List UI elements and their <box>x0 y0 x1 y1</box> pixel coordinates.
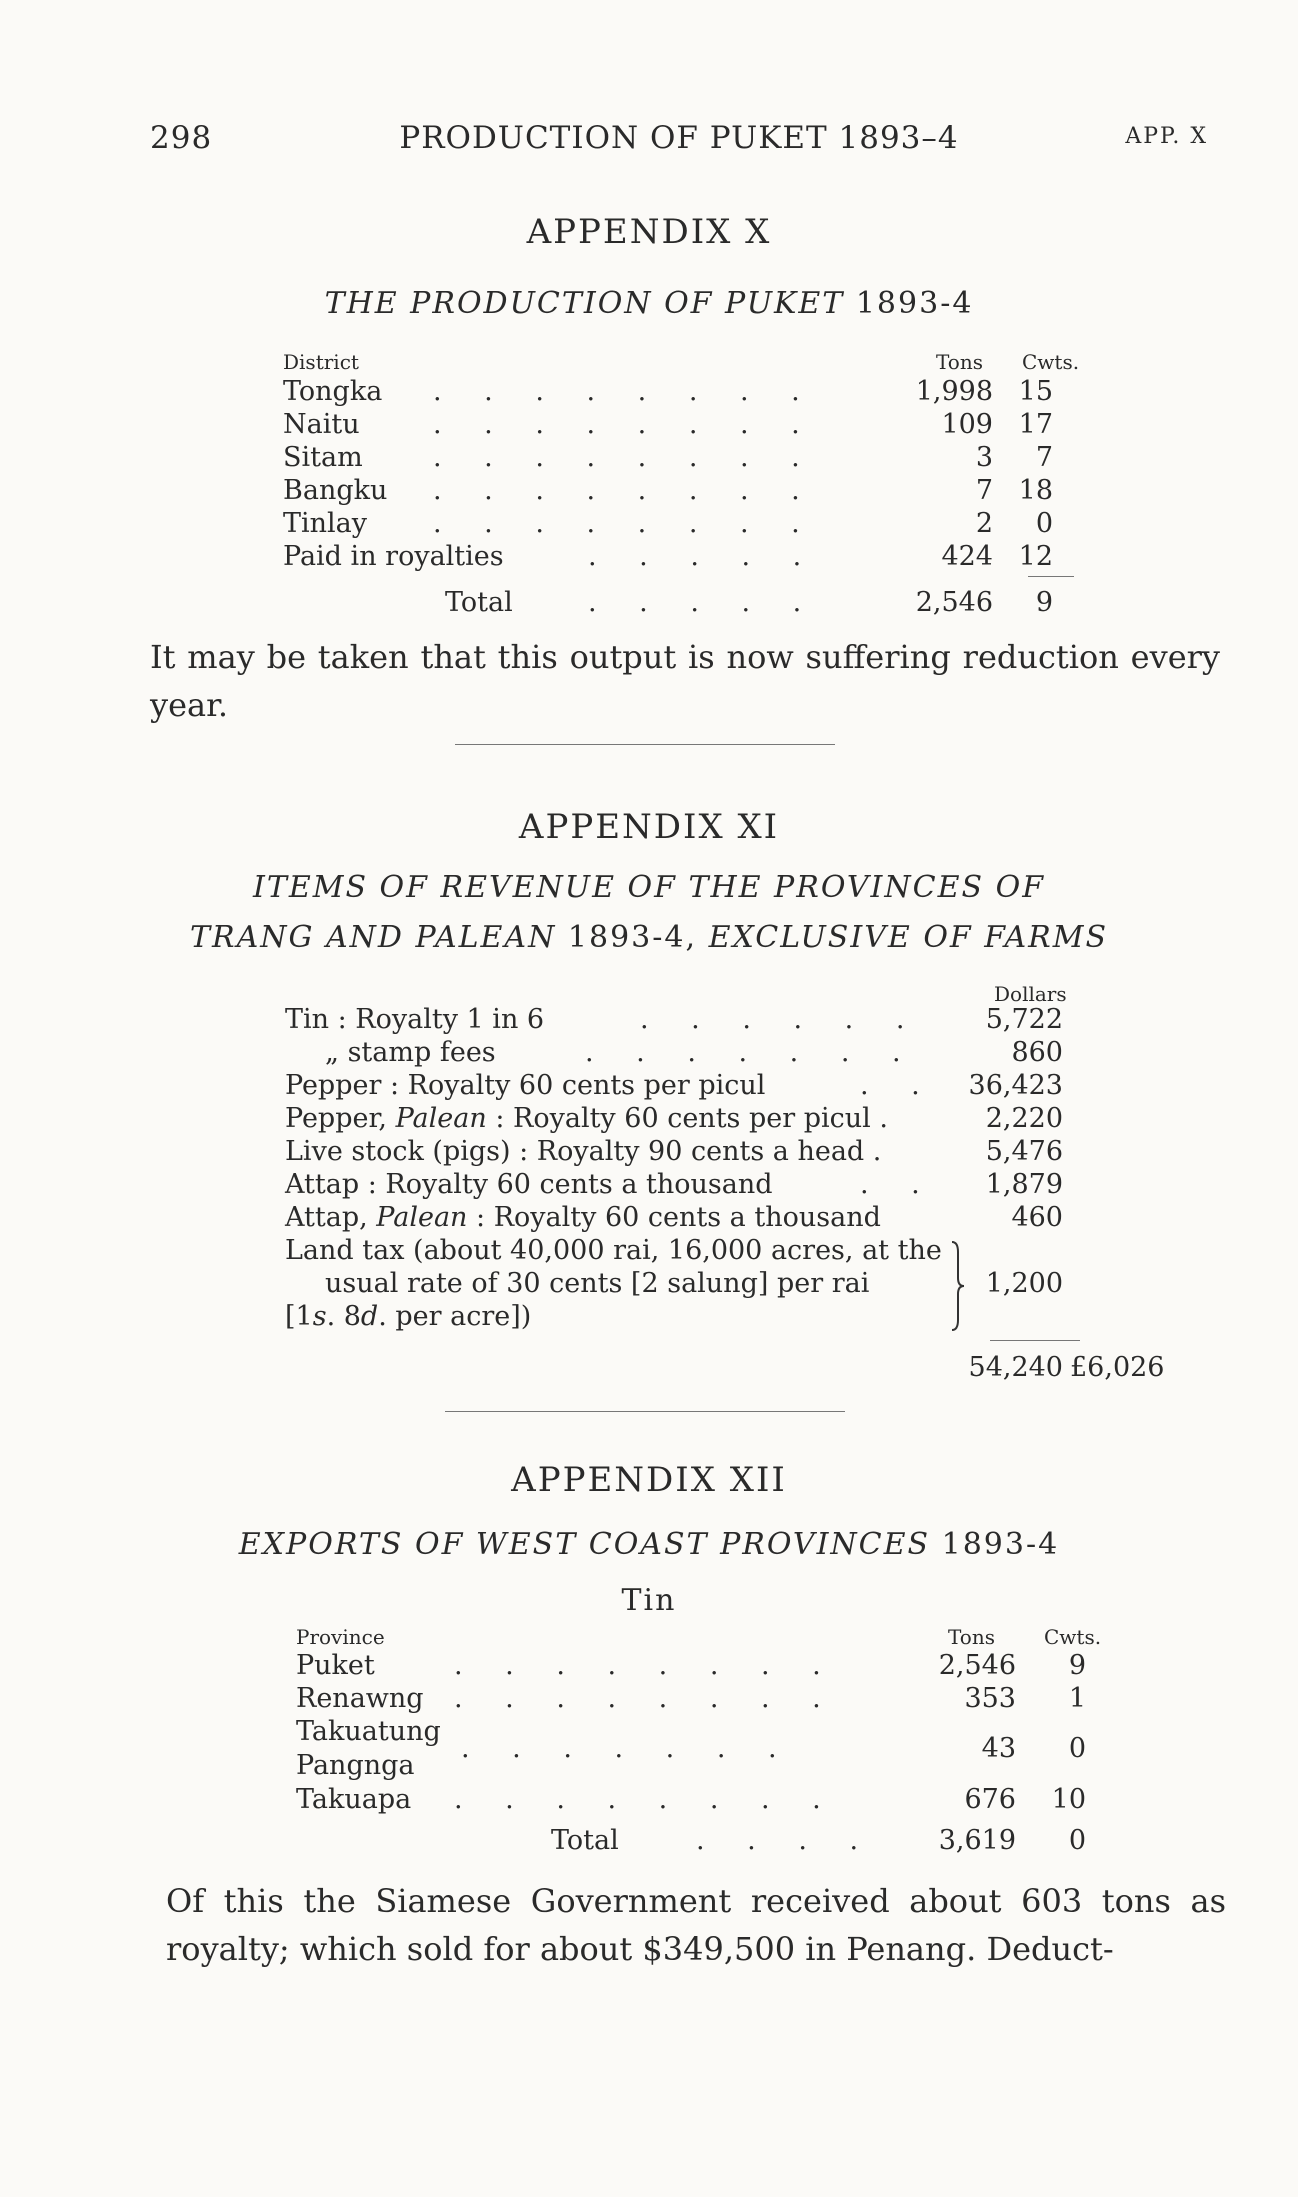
leader-dots: . . . . . . . <box>461 1733 794 1764</box>
appendix-x-subtitle-year: 1893-4 <box>855 286 974 321</box>
brace-icon <box>948 1240 966 1332</box>
district-name: Bangku <box>283 475 388 506</box>
revenue-row <box>285 1004 1085 1036</box>
export-row <box>296 1650 1096 1682</box>
land-tax-amount: 1,200 <box>985 1268 1063 1299</box>
appendix-xi-subtitle-line1: ITEMS OF REVENUE OF THE PROVINCES OF <box>252 870 1046 905</box>
leader-dots: . . . . . . . . <box>454 1650 838 1681</box>
district-name: Tinlay <box>283 508 368 539</box>
province-name: Renawng <box>296 1683 424 1714</box>
total-cwts: 9 <box>1035 587 1053 618</box>
revenue-amount: 1,879 <box>985 1169 1063 1200</box>
revenue-row <box>285 1202 1085 1234</box>
leader-dots: . . . . . . . . <box>433 376 817 407</box>
tons-value: 109 <box>941 409 993 440</box>
subtitle-year: 1893-4 <box>941 1527 1060 1562</box>
item-text: Attap, <box>285 1202 377 1233</box>
leader-dots: . . . . . . . . <box>454 1683 838 1714</box>
leader-dots: . . <box>860 1169 937 1200</box>
text-part: . 8 <box>326 1301 361 1332</box>
cwts-value: 9 <box>1068 1650 1086 1681</box>
total-cwts: 0 <box>1068 1825 1086 1856</box>
subtitle-exclusive: EXCLUSIVE OF FARMS <box>708 920 1108 955</box>
district-name: Naitu <box>283 409 360 440</box>
total-dollars: 54,240 <box>968 1352 1063 1383</box>
export-row <box>296 1683 1096 1715</box>
col-cwts: Cwts. <box>1022 350 1080 374</box>
revenue-amount: 460 <box>1011 1202 1063 1233</box>
tons-value: 1,998 <box>915 376 993 407</box>
leader-dots: . . . . . . . . <box>433 508 817 539</box>
revenue-item: Live stock (pigs) : Royalty 90 cents a head . <box>285 1136 882 1167</box>
leader-dots: . . . . <box>696 1825 876 1856</box>
land-tax-text: Land tax (about 40,000 rai, 16,000 acres, at the <box>285 1235 942 1266</box>
land-tax-text: usual rate of 30 cents [2 salung] per rai <box>325 1268 870 1299</box>
total-label: Total <box>551 1825 619 1856</box>
export-row <box>296 1784 1096 1816</box>
table-row <box>283 442 1083 474</box>
tons-value: 3 <box>975 442 993 473</box>
tin-heading: Tin <box>621 1583 677 1618</box>
cwts-value: 15 <box>1018 376 1053 407</box>
revenue-row <box>285 1169 1085 1201</box>
table-row <box>283 541 1083 573</box>
leader-dots: . . . . . <box>588 541 819 572</box>
revenue-amount: 860 <box>1011 1037 1063 1068</box>
running-head <box>150 120 1208 160</box>
text-part: . per acre]) <box>378 1301 532 1332</box>
cwts-value: 10 <box>1051 1784 1086 1815</box>
appendix-x-paragraph: It may be taken that this output is now suffering reduction every year. <box>150 638 1220 724</box>
land-tax-text <box>285 1301 531 1332</box>
subtitle-year: 1893-4, <box>567 920 698 955</box>
revenue-amount: 5,722 <box>985 1004 1063 1035</box>
running-section: APP. X <box>1125 124 1208 149</box>
total-tons: 3,619 <box>938 1825 1016 1856</box>
total-row <box>283 587 1083 619</box>
appendix-xii-subtitle <box>0 1527 1298 1562</box>
page-number: 298 <box>150 120 213 156</box>
tons-value: 676 <box>964 1784 1016 1815</box>
sum-rule <box>990 1340 1080 1341</box>
appendix-xi-heading: APPENDIX XI <box>518 807 780 847</box>
tons-value: 43 <box>981 1733 1016 1764</box>
appendix-x-subtitle <box>0 286 1298 321</box>
cwts-value: 0 <box>1068 1733 1086 1764</box>
revenue-row <box>285 1037 1085 1069</box>
leader-dots: . . . . . . . . <box>433 475 817 506</box>
col-tons: Tons <box>948 1625 995 1649</box>
leader-dots: . . . . . . . . <box>454 1784 838 1815</box>
item-italic: Palean <box>395 1103 487 1134</box>
tons-value: 2,546 <box>938 1650 1016 1681</box>
revenue-item: Attap : Royalty 60 cents a thousand <box>285 1169 773 1200</box>
subtitle-provinces: TRANG AND PALEAN <box>190 920 557 955</box>
shilling-italic: s <box>312 1301 327 1332</box>
total-label: Total <box>445 587 513 618</box>
revenue-row <box>285 1103 1085 1135</box>
revenue-total-row <box>285 1352 1205 1384</box>
table-row <box>283 376 1083 408</box>
export-total-row <box>296 1825 1096 1857</box>
tons-value: 2 <box>975 508 993 539</box>
appendix-x-heading: APPENDIX X <box>526 212 772 252</box>
leader-dots: . . . . . <box>588 587 819 618</box>
sum-rule <box>1028 576 1074 577</box>
tons-value: 424 <box>941 541 993 572</box>
total-tons: 2,546 <box>915 587 993 618</box>
col-province: Province <box>296 1625 385 1649</box>
col-cwts: Cwts. <box>1044 1625 1102 1649</box>
revenue-amount: 36,423 <box>968 1070 1063 1101</box>
revenue-row <box>285 1136 1085 1168</box>
text-part: [1 <box>285 1301 313 1332</box>
cwts-value: 17 <box>1018 409 1053 440</box>
col-tons: Tons <box>936 350 983 374</box>
appendix-xii-heading: APPENDIX XII <box>511 1460 787 1500</box>
col-district: District <box>283 350 359 374</box>
item-text: : Royalty 60 cents per picul <box>486 1103 871 1134</box>
revenue-amount: 2,220 <box>985 1103 1063 1134</box>
table-row <box>283 475 1083 507</box>
revenue-amount: 5,476 <box>985 1136 1063 1167</box>
pence-italic: d <box>360 1301 379 1332</box>
revenue-item <box>285 1202 881 1233</box>
district-name: Tongka <box>283 376 383 407</box>
revenue-item: Tin : Royalty 1 in 6 <box>285 1004 545 1035</box>
appendix-xii-paragraph: Of this the Siamese Government received about 603 tons as royalty; which sold for about $349,500 in Penang. Deduct- <box>166 1882 1226 1968</box>
running-title: PRODUCTION OF PUKET 1893–4 <box>399 120 959 156</box>
export-row-combined <box>296 1716 1096 1782</box>
total-pounds: £6,026 <box>1070 1352 1165 1383</box>
subtitle-text: EXPORTS OF WEST COAST PROVINCES <box>238 1527 931 1562</box>
leader-dots: . . . . . . . . <box>433 409 817 440</box>
revenue-item: Pepper, Palean : Royalty 60 cents per picul . <box>285 1103 888 1134</box>
table-row <box>283 508 1083 540</box>
table-row <box>283 409 1083 441</box>
tons-value: 353 <box>964 1683 1016 1714</box>
revenue-row <box>285 1070 1085 1102</box>
section-divider <box>445 1411 845 1412</box>
item-text: Live stock (pigs) : Royalty 90 cents a head <box>285 1136 865 1167</box>
district-name: Paid in royalties <box>283 541 504 572</box>
tons-value: 7 <box>975 475 993 506</box>
item-text: Pepper, <box>285 1103 396 1134</box>
cwts-value: 1 <box>1068 1683 1086 1714</box>
province-name: Takuatung <box>296 1716 441 1747</box>
cwts-value: 7 <box>1035 442 1053 473</box>
revenue-item: „ stamp fees <box>325 1037 496 1068</box>
cwts-value: 18 <box>1018 475 1053 506</box>
leader-dots: . . . . . . <box>640 1004 922 1035</box>
leader-dots: . . . . . . . <box>585 1037 918 1068</box>
leader-dots: . . . . . . . . <box>433 442 817 473</box>
district-name: Sitam <box>283 442 363 473</box>
item-italic: Palean <box>376 1202 468 1233</box>
revenue-item: Pepper : Royalty 60 cents per picul <box>285 1070 766 1101</box>
appendix-x-subtitle-text: THE PRODUCTION OF PUKET <box>324 286 845 321</box>
province-name: Pangnga <box>296 1750 415 1781</box>
province-name: Puket <box>296 1650 375 1681</box>
appendix-xi-subtitle-line2 <box>0 920 1298 955</box>
item-text: : Royalty 60 cents a thousand <box>467 1202 881 1233</box>
cwts-value: 12 <box>1018 541 1053 572</box>
leader-dots: . . <box>860 1070 937 1101</box>
cwts-value: 0 <box>1035 508 1053 539</box>
province-name: Takuapa <box>296 1784 412 1815</box>
col-dollars: Dollars <box>994 982 1067 1006</box>
section-divider <box>455 744 835 745</box>
